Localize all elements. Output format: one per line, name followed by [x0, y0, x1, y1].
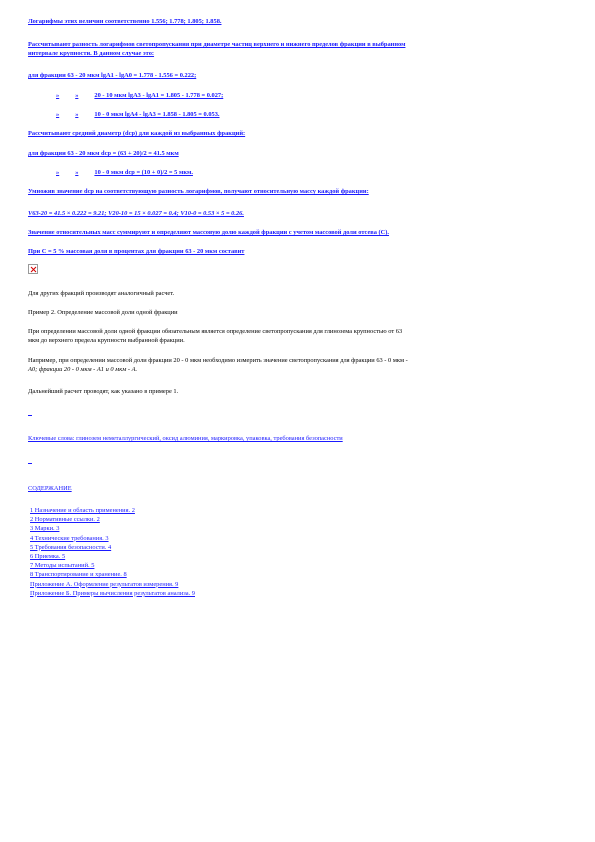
- further-calculation-text: Дальнейший расчет проводят, как указано в примере 1.: [28, 388, 179, 395]
- fraction-10-0-log-diff[interactable]: [28, 110, 568, 119]
- example-2-instance: [28, 356, 568, 374]
- ditto-mark: »: [56, 92, 60, 99]
- mean-diameter-line: 10 - 0 мкм dср = (10 + 0)/2 = 5 мкм.: [94, 169, 193, 176]
- example-2-heading: Пример 2. Определение массовой доли одной фракции: [28, 309, 178, 316]
- mass-fraction-63-20[interactable]: При С = 5 % массовая доля в процентах для фракции 63 - 20 мкм составит: [28, 248, 245, 255]
- ditto-mark: »: [75, 92, 79, 99]
- log-difference-intro-line1: Рассчитывают разность логарифмов светопропускания при диаметре частиц верхнего и нижнего пределов фракции в выбранном: [28, 41, 406, 48]
- keywords-link[interactable]: Ключевые слова: глинозем неметаллургический, оксид алюминия, маркировка, упаковка, требования безопасности: [28, 435, 343, 442]
- ditto-mark: »: [75, 111, 79, 118]
- toc-item[interactable]: 7 Методы испытаний. 5: [30, 562, 95, 570]
- example-2-requirement: [28, 327, 568, 345]
- log-values-text[interactable]: Логарифмы этих величин соответственно 1.556; 1.778; 1.805; 1.858.: [28, 18, 222, 25]
- example-2-requirement-line2: мкм до верхнего предела крупности выбранной фракции.: [28, 337, 185, 344]
- fraction-63-20-mean-diameter[interactable]: для фракции 63 - 20 мкм dср = (63 + 20)/2 = 41.5 мкм: [28, 150, 179, 157]
- log-difference-intro[interactable]: [28, 40, 568, 58]
- mass-fraction-summary[interactable]: Значение относительных масс суммируют и определяют массовую долю каждой фракции с учетом массовой доли отсева (С).: [28, 229, 390, 236]
- toc-item[interactable]: 3 Марки. 3: [30, 525, 60, 533]
- relative-mass-values[interactable]: V63-20 = 41.5 × 0.222 = 9.21; V20-10 = 15 × 0.027 = 0.4; V10-0 = 0.53 × 5 = 0.26.: [28, 210, 244, 217]
- mean-diameter-intro[interactable]: Рассчитывают средний диаметр (dср) для каждой из выбранных фракций:: [28, 130, 246, 137]
- example-2-instance-line2: A0; фракции 20 - 0 мкм - A1 и 0 мкм - A.: [28, 366, 138, 373]
- toc-item[interactable]: Приложение А. Оформление результатов измерения. 9: [30, 580, 179, 588]
- table-of-contents: [30, 506, 570, 598]
- ditto-mark: »: [56, 169, 60, 176]
- toc-item[interactable]: 4 Технические требования. 3: [30, 534, 109, 542]
- example-2-instance-line1: Например, при определении массовой доли фракции 20 - 0 мкм необходимо измерить значение светопропускания для фракции 63 - 0 мкм -: [28, 357, 408, 364]
- separator-dash: [28, 463, 32, 464]
- ditto-mark: »: [56, 111, 60, 118]
- relative-mass-intro[interactable]: Умножив значение dср на соответствующую разность логарифмов, получают относительную массу каждой фракции:: [28, 188, 369, 195]
- toc-item[interactable]: 5 Требования безопасности. 4: [30, 543, 112, 551]
- fraction-63-20-log-diff[interactable]: для фракции 63 - 20 мкм lgA1 - lgA0 = 1.778 - 1.556 = 0.222;: [28, 72, 197, 79]
- broken-image-icon: [28, 264, 38, 274]
- toc-item[interactable]: Приложение Б. Примеры вычисления результатов анализа. 9: [30, 589, 195, 597]
- example-2-requirement-line1: При определении массовой доли одной фракции обязательным является определение светопропускания для глинозема крупностью от 63: [28, 328, 403, 335]
- toc-item[interactable]: 1 Назначение и область применения. 2: [30, 507, 135, 514]
- toc-item[interactable]: 2 Нормативные ссылки. 2: [30, 516, 100, 524]
- fraction-20-10-log-diff[interactable]: [28, 91, 568, 100]
- toc-item[interactable]: 8 Транспортирование и хранение. 8: [30, 571, 127, 579]
- toc-item[interactable]: 6 Приемка. 5: [30, 553, 66, 561]
- log-diff-line: 20 - 10 мкм lgA3 - lgA1 = 1.805 - 1.778 = 0.027;: [94, 92, 224, 99]
- contents-heading[interactable]: СОДЕРЖАНИЕ: [28, 485, 72, 492]
- log-diff-line: 10 - 0 мкм lgA4 - lgA3 = 1.858 - 1.805 = 0.053.: [94, 111, 220, 118]
- separator-dash: [28, 415, 32, 416]
- other-fractions-text: Для других фракций производят аналогичный расчет.: [28, 290, 175, 297]
- ditto-mark: »: [75, 169, 79, 176]
- log-difference-intro-line2: интервале крупности. В данном случае это:: [28, 50, 155, 57]
- fraction-10-0-mean-diameter[interactable]: [28, 168, 568, 177]
